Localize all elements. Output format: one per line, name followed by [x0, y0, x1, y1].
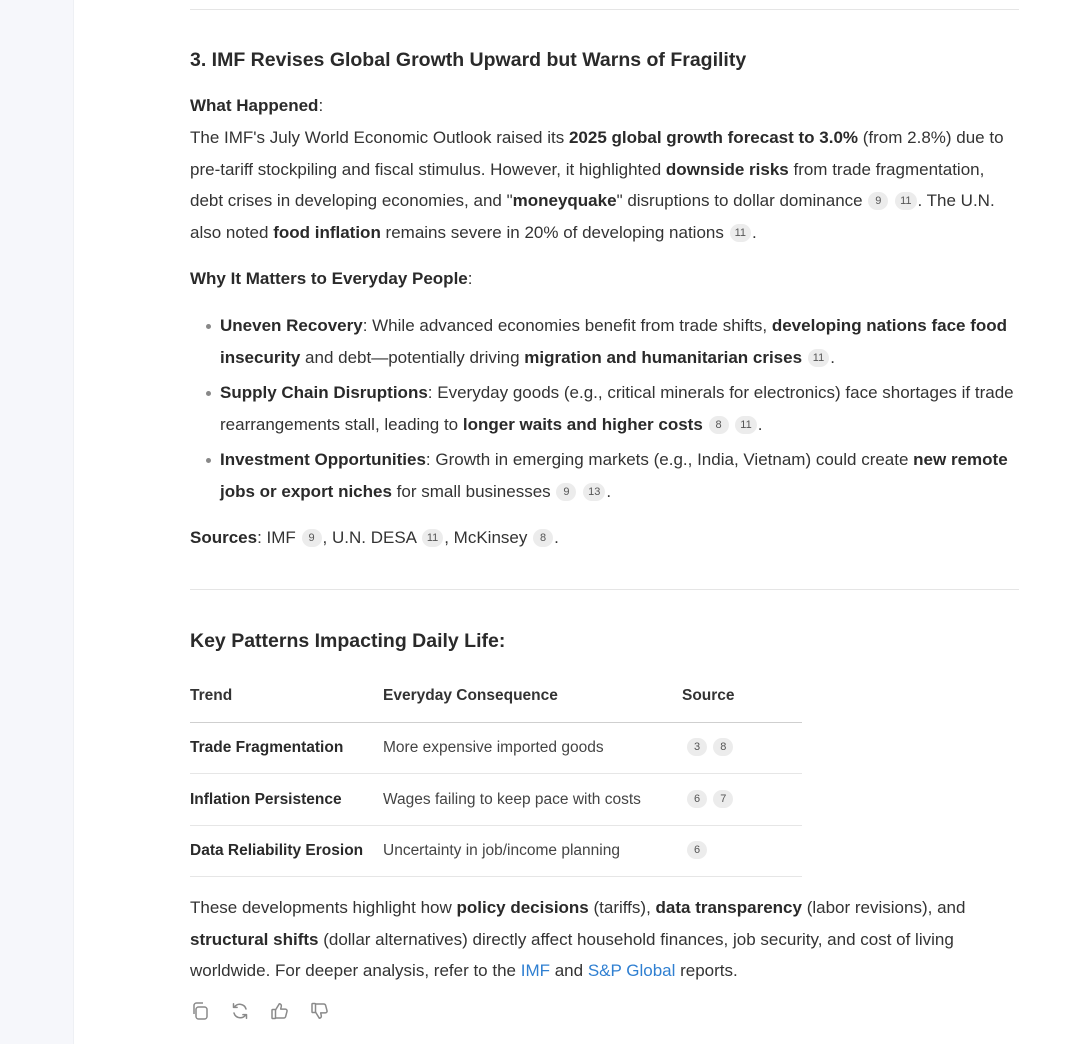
divider	[190, 9, 1019, 10]
bullet-dot	[206, 458, 211, 463]
left-sidebar-rail	[0, 0, 74, 1044]
citation-badge[interactable]: 6	[687, 790, 707, 808]
citation-badge[interactable]: 3	[687, 738, 707, 756]
citation-badge[interactable]: 13	[583, 483, 605, 501]
consequence-cell: Uncertainty in job/income planning	[383, 825, 682, 877]
table-header-row	[190, 670, 802, 722]
copy-icon	[190, 1001, 210, 1021]
citation-badge[interactable]: 8	[709, 416, 729, 434]
why-it-matters-heading: Why It Matters to Everyday People:	[190, 269, 473, 288]
list-item: Supply Chain Disruptions: Everyday goods (e.g., critical minerals for electronics) face shortages if trade rearrangements stall, leading to longer waits and higher costs 8 11 .	[190, 377, 1020, 440]
source-cell	[682, 825, 802, 877]
citation-badge[interactable]: 8	[533, 529, 553, 547]
citation-badge[interactable]: 9	[556, 483, 576, 501]
sp-global-link[interactable]: S&P Global	[587, 961, 676, 980]
column-header-consequence: Everyday Consequence	[383, 670, 682, 722]
what-happened-paragraph: The IMF's July World Economic Outlook raised its 2025 global growth forecast to 3.0% (from 2.8%) due to pre-tariff stockpiling and fiscal stimulus. However, it highlighted downside risks from trade fragmentation, debt crises in developing economies, and "moneyquake" disruptions to dollar dominance 9 11 . The U.N. also noted food inflation remains severe in 20% of developing nations 11 .	[190, 128, 1004, 242]
thumbs-up-icon	[270, 1001, 290, 1021]
trend-cell: Inflation Persistence	[190, 774, 383, 826]
bullet-list	[190, 310, 1020, 507]
citation-badge[interactable]: 11	[808, 349, 829, 367]
list-item: Investment Opportunities: Growth in emerging markets (e.g., India, Vietnam) could create new remote jobs or export niches for small businesses 9 13 .	[190, 444, 1020, 507]
table-row	[190, 722, 802, 774]
trend-cell: Data Reliability Erosion	[190, 825, 383, 877]
consequence-cell: Wages failing to keep pace with costs	[383, 774, 682, 826]
section-heading: 3. IMF Revises Global Growth Upward but Warns of Fragility	[190, 49, 747, 71]
patterns-heading: Key Patterns Impacting Daily Life:	[190, 630, 506, 652]
citation-badge[interactable]: 7	[713, 790, 733, 808]
table-row	[190, 825, 802, 877]
conclusion-paragraph: These developments highlight how policy decisions (tariffs), data transparency (labor revisions), and structural shifts (dollar alternatives) directly affect household finances, job security, and cost of living worldwide. For deeper analysis, refer to the IMF and S&P Global reports.	[190, 898, 966, 980]
citation-badge[interactable]: 11	[422, 529, 443, 547]
sources-line: Sources: IMF 9 , U.N. DESA 11 , McKinsey 8 .	[190, 528, 559, 547]
regenerate-button[interactable]	[230, 998, 250, 1024]
divider	[190, 589, 1019, 590]
source-cell	[682, 774, 802, 826]
citation-badge[interactable]: 8	[713, 738, 733, 756]
citation-badge[interactable]: 11	[730, 224, 751, 242]
dislike-button[interactable]	[310, 998, 330, 1024]
citation-badge[interactable]: 9	[302, 529, 322, 547]
table-row	[190, 774, 802, 826]
bullet-dot	[206, 391, 211, 396]
message-actions	[190, 998, 330, 1024]
citation-badge[interactable]: 11	[735, 416, 756, 434]
bullet-dot	[206, 324, 211, 329]
citation-badge[interactable]: 9	[868, 192, 888, 210]
patterns-table	[190, 670, 802, 877]
what-happened-heading: What Happened:	[190, 96, 324, 115]
trend-cell: Trade Fragmentation	[190, 722, 383, 774]
citation-badge[interactable]: 11	[895, 192, 916, 210]
column-header-source: Source	[682, 670, 802, 722]
column-header-trend: Trend	[190, 670, 383, 722]
consequence-cell: More expensive imported goods	[383, 722, 682, 774]
thumbs-down-icon	[310, 1001, 330, 1021]
imf-link[interactable]: IMF	[520, 961, 550, 980]
source-cell	[682, 722, 802, 774]
copy-button[interactable]	[190, 998, 210, 1024]
regenerate-icon	[230, 1001, 250, 1021]
list-item: Uneven Recovery: While advanced economies benefit from trade shifts, developing nations face food insecurity and debt—potentially driving migration and humanitarian crises 11 .	[190, 310, 1020, 373]
citation-badge[interactable]: 6	[687, 841, 707, 859]
like-button[interactable]	[270, 998, 290, 1024]
